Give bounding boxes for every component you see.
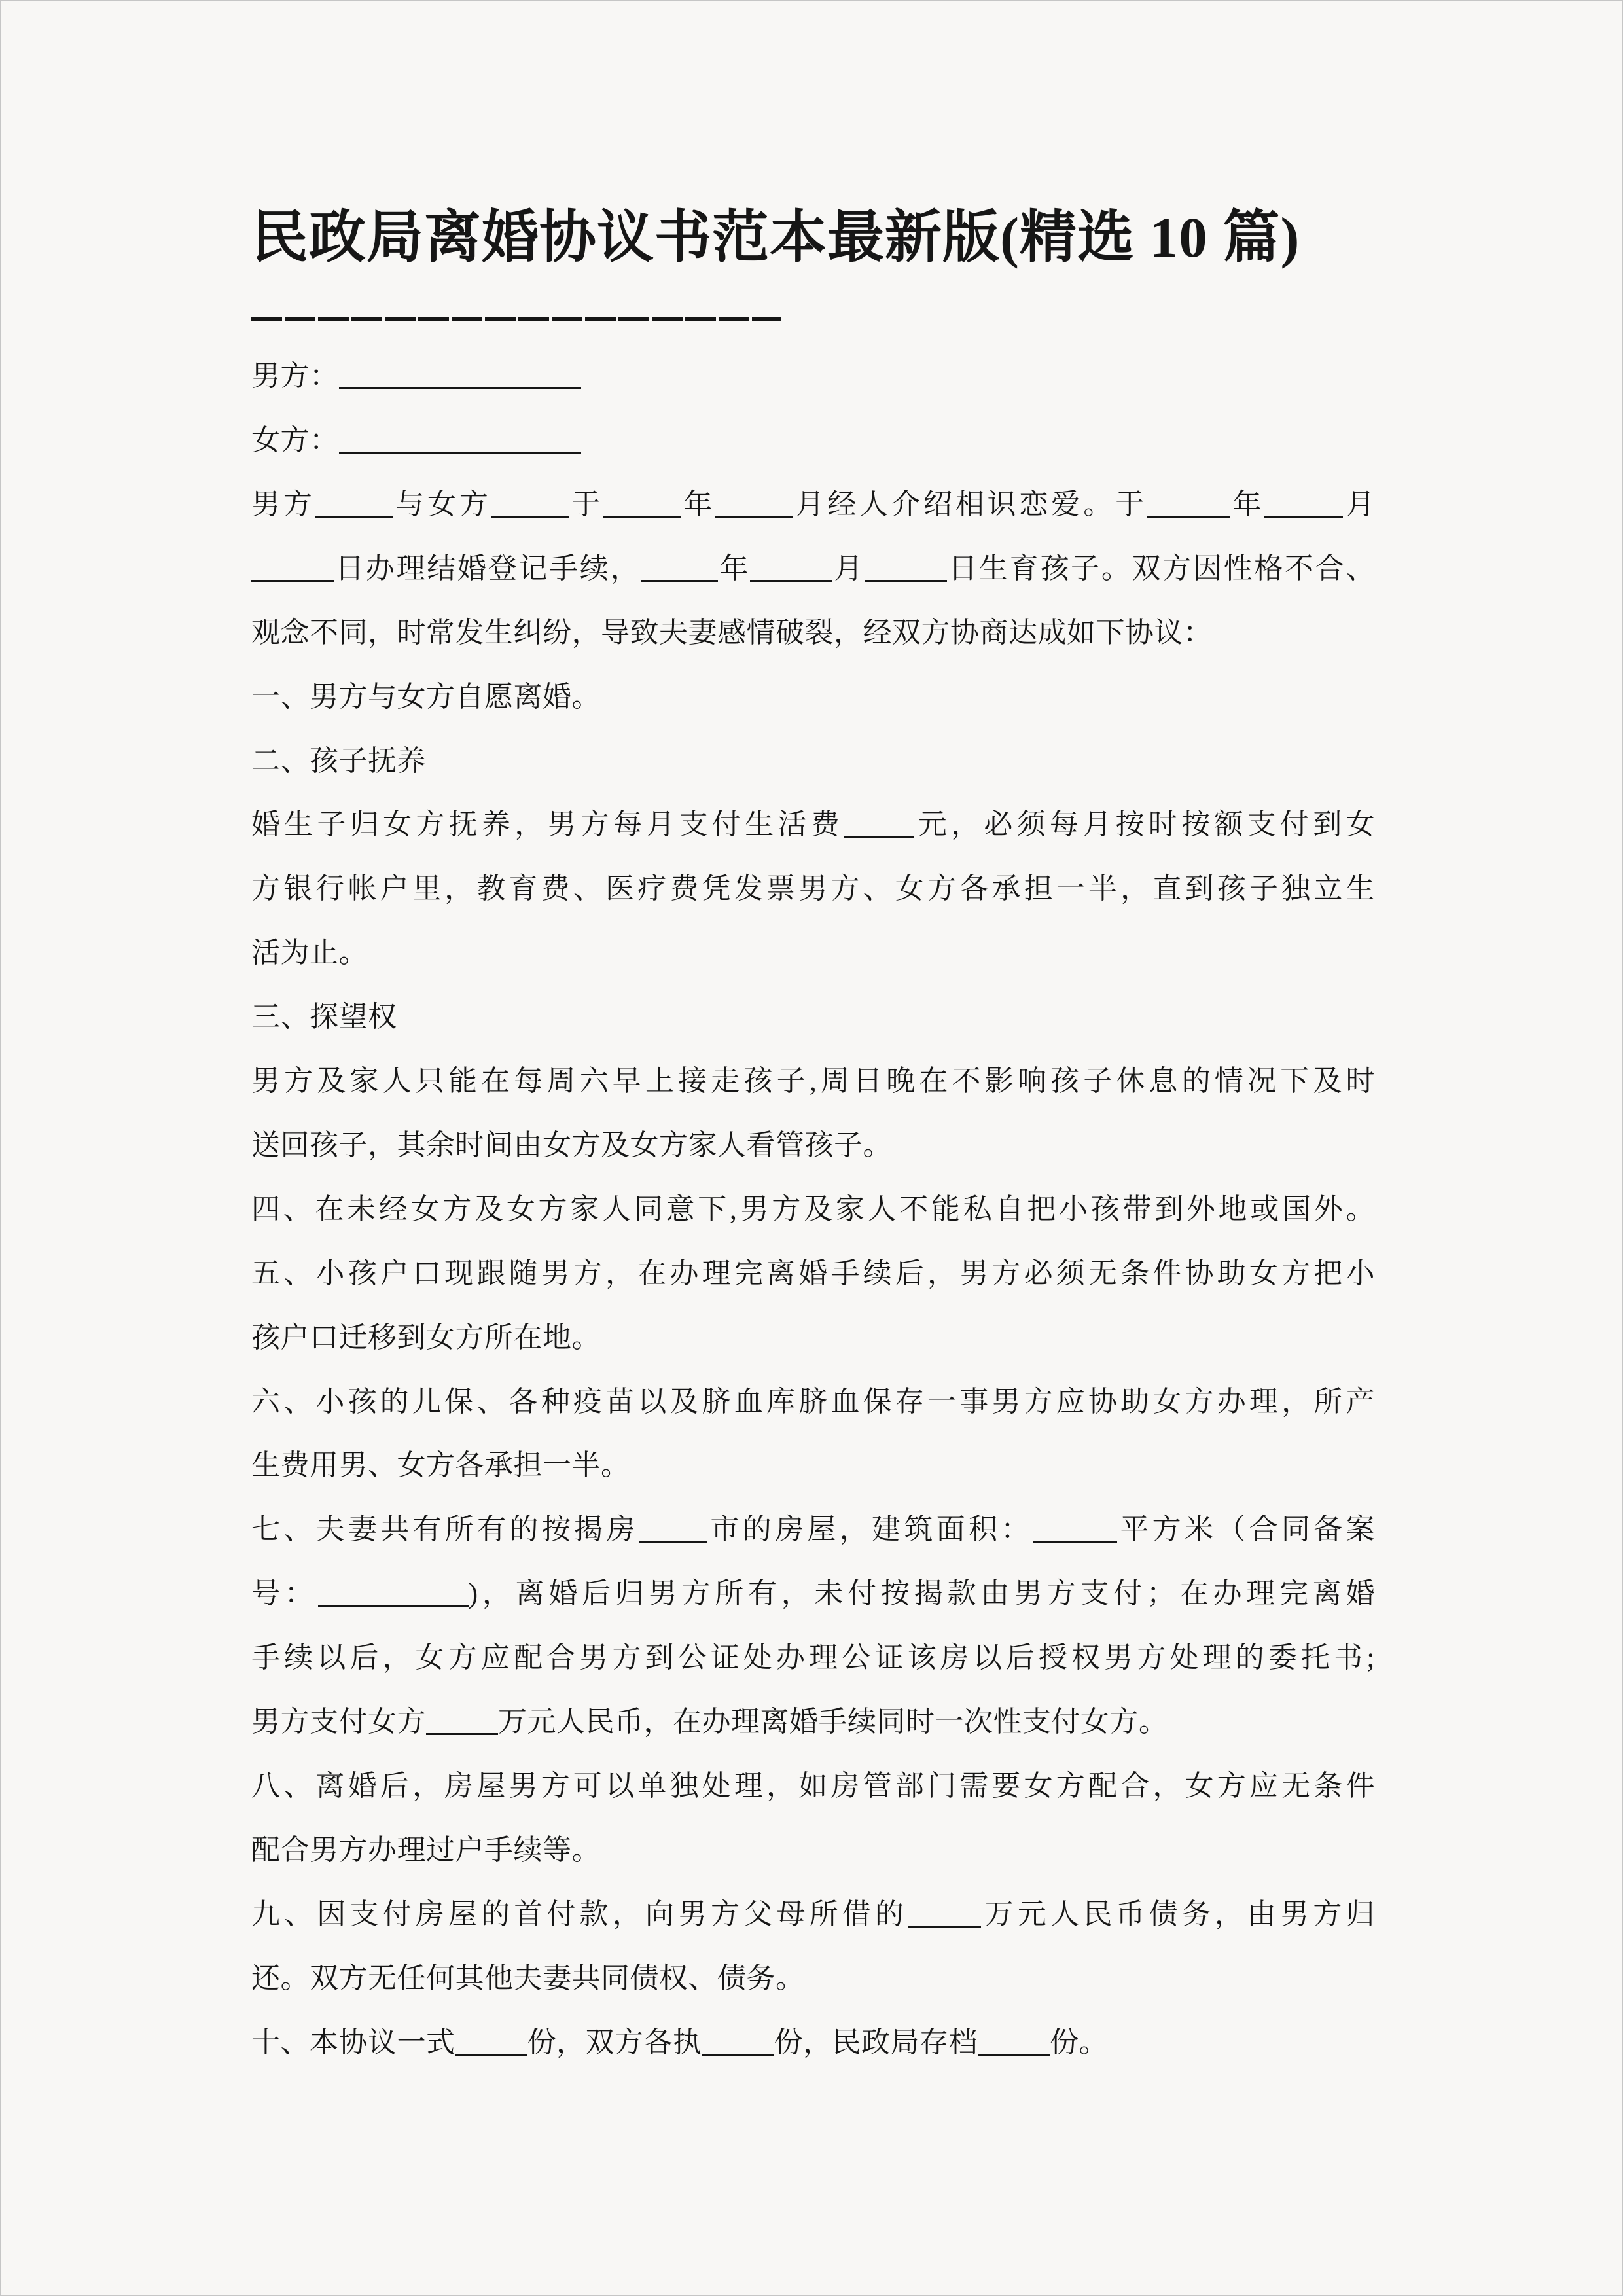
document-line: [251, 615, 1375, 651]
blank-field: [715, 487, 793, 518]
document-line: [251, 1896, 1375, 1933]
text-run: 还。双方无任何其他夫妻共同债权、债务。: [251, 1962, 805, 1994]
blank-field: [978, 2025, 1050, 2056]
blank-field: [603, 487, 681, 518]
document-line: [251, 1447, 1375, 1484]
text-run: 日生育孩子。双方因性格不合、: [947, 552, 1376, 584]
document-line: [251, 743, 1375, 780]
text-run: 观念不同，时常发生纠纷，导致夫妻感情破裂，经双方协商达成如下协议：: [251, 617, 1213, 649]
text-run: 送回孩子，其余时间由女方及女方家人看管孩子。: [251, 1129, 892, 1161]
document-line: [251, 2024, 1375, 2061]
text-run: 配合男方办理过户手续等。: [251, 1834, 601, 1866]
text-run: 年: [718, 552, 751, 584]
document-body: [1, 1, 1622, 2295]
document-line: [251, 1960, 1375, 1997]
document-line: [251, 1640, 1375, 1676]
text-run: 活为止。: [251, 937, 368, 969]
text-run: )，离婚后归男方所有，未付按揭款由男方支付；在办理完离婚: [468, 1577, 1376, 1609]
blank-field: [641, 551, 718, 582]
blank-field: [1147, 487, 1230, 518]
document-line: [251, 1319, 1375, 1356]
document-line: [251, 1191, 1375, 1228]
text-run: 号：: [251, 1577, 318, 1609]
document-line: [251, 1384, 1375, 1420]
text-run: 份。: [1050, 2026, 1108, 2058]
text-run: 月: [1343, 488, 1376, 520]
text-run: 男方支付女方: [251, 1706, 426, 1738]
blank-field: [702, 2025, 774, 2056]
document-line: [251, 1063, 1375, 1100]
text-run: 市的房屋，建筑面积：: [707, 1513, 1033, 1545]
document-line: [251, 935, 1375, 971]
document-line: [251, 422, 1375, 459]
blank-field: [1033, 1512, 1117, 1543]
text-run: 女方：: [251, 424, 339, 456]
text-run: 四、在未经女方及女方家人同意下,男方及家人不能私自把小孩带到外地或国外。: [251, 1193, 1375, 1225]
blank-field: [251, 551, 334, 582]
text-run: 五、小孩户口现跟随男方，在办理完离婚手续后，男方必须无条件协助女方把小: [251, 1257, 1375, 1289]
text-run: 方银行帐户里，教育费、医疗费凭发票男方、女方各承担一半，直到孩子独立生: [251, 872, 1375, 905]
blank-field: [639, 1512, 707, 1543]
document-line: [251, 1255, 1375, 1292]
document-line: [251, 550, 1375, 587]
blank-field: [315, 487, 393, 518]
text-run: 于: [568, 488, 603, 520]
document-line: [251, 806, 1375, 843]
text-run: 万元人民币债务，由男方归: [981, 1898, 1375, 1930]
text-run: 份，民政局存档: [774, 2026, 978, 2058]
document-line: [251, 358, 1375, 395]
text-run: 十、本协议一式: [251, 2026, 455, 2058]
text-run: 二、孩子抚养: [251, 745, 426, 777]
text-run: 男方及家人只能在每周六早上接走孩子,周日晚在不影响孩子休息的情况下及时: [251, 1065, 1375, 1097]
text-run: 月经人介绍相识恋爱。于: [793, 488, 1147, 520]
document-line: [251, 1127, 1375, 1164]
document-line: [251, 486, 1375, 523]
text-run: 万元人民币，在办理离婚手续同时一次性支付女方。: [498, 1706, 1168, 1738]
text-run: 与女方: [392, 488, 491, 520]
blank-field: [426, 1704, 498, 1735]
text-run: 七、夫妻共有所有的按揭房: [251, 1513, 639, 1545]
text-run: 九、因支付房屋的首付款，向男方父母所借的: [251, 1898, 908, 1930]
text-run: 孩户口迁移到女方所在地。: [251, 1321, 601, 1354]
document-line: [251, 1511, 1375, 1548]
blank-field: [455, 2025, 527, 2056]
text-run: 男方: [251, 488, 315, 520]
document-line: [251, 1768, 1375, 1804]
blank-field: [491, 487, 569, 518]
text-run: 八、离婚后，房屋男方可以单独处理，如房管部门需要女方配合，女方应无条件: [251, 1770, 1375, 1802]
text-run: 平方米（合同备案: [1116, 1513, 1376, 1545]
blank-field: [865, 551, 947, 582]
blank-field: [339, 423, 581, 454]
text-run: 年: [1229, 488, 1265, 520]
blank-field: [318, 1576, 469, 1607]
document-line: [251, 999, 1375, 1035]
text-run: 份，双方各执: [527, 2026, 702, 2058]
blank-field: [750, 551, 832, 582]
blank-field: [339, 359, 581, 389]
text-run: 年: [680, 488, 716, 520]
text-run: 日办理结婚登记手续，: [334, 552, 641, 584]
text-run: 月: [832, 552, 865, 584]
document-line: [251, 679, 1375, 715]
text-run: 手续以后，女方应配合男方到公证处办理公证该房以后授权男方处理的委托书;: [251, 1641, 1375, 1674]
text-run: 元，必须每月按时按额支付到女: [914, 808, 1375, 840]
blank-field: [1264, 487, 1343, 518]
document-title: 民政局离婚协议书范本最新版(精选 10 篇): [251, 206, 1300, 269]
text-run: 生费用男、女方各承担一半。: [251, 1449, 630, 1481]
text-run: 男方：: [251, 360, 339, 392]
text-run: 一、男方与女方自愿离婚。: [251, 681, 601, 713]
text-run: 婚生子归女方抚养，男方每月支付生活费: [251, 808, 844, 840]
document-line: [251, 870, 1375, 907]
text-run: 三、探望权: [251, 1001, 397, 1033]
blank-field: [844, 807, 914, 838]
blank-field: [908, 1897, 981, 1928]
text-run: 六、小孩的儿保、各种疫苗以及脐血库脐血保存一事男方应协助女方办理，所产: [251, 1386, 1375, 1418]
document-line: [251, 1704, 1375, 1740]
document-line: [251, 1575, 1375, 1612]
document-line: [251, 1832, 1375, 1869]
